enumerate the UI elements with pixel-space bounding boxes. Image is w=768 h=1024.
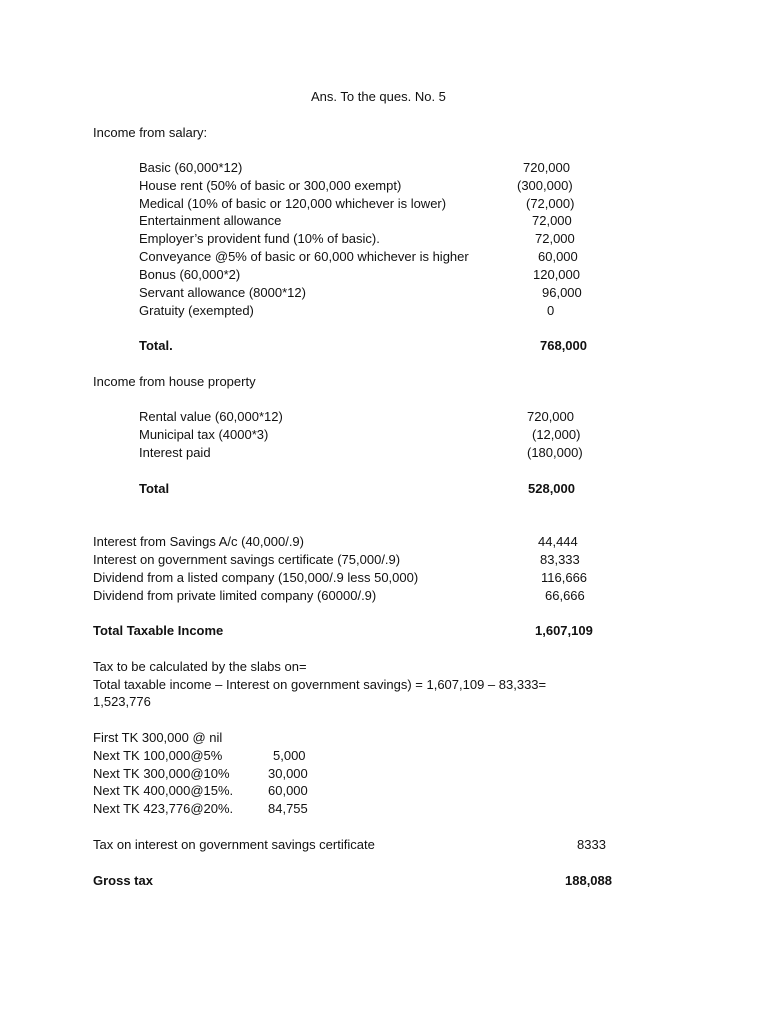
other-income-value: 116,666 — [541, 570, 588, 585]
gov-tax-value: 8333 — [577, 837, 606, 852]
salary-item-value: 72,000 — [532, 213, 572, 228]
salary-item-label: Employer’s provident fund (10% of basic). — [139, 231, 380, 246]
house-item-value: (180,000) — [527, 445, 583, 460]
house-item-label: Municipal tax (4000*3) — [139, 427, 269, 442]
other-income-label: Interest on government savings certificate (75,000/.9) — [93, 552, 401, 567]
gov-tax-label: Tax on interest on government savings certificate — [93, 837, 375, 852]
salary-item-value: 96,000 — [542, 285, 582, 300]
salary-item-value: (300,000) — [517, 178, 573, 193]
other-income-value: 83,333 — [540, 552, 580, 567]
house-total-value: 528,000 — [528, 481, 575, 496]
slab-value: 60,000 — [268, 783, 308, 798]
other-income-label: Interest from Savings A/c (40,000/.9) — [93, 534, 304, 549]
salary-item-label: Gratuity (exempted) — [139, 303, 254, 318]
gross-tax-label: Gross tax — [93, 873, 153, 888]
slab-label: Next TK 300,000@10% — [93, 766, 230, 781]
slab-note-line: Tax to be calculated by the slabs on= — [93, 659, 307, 674]
house-total-label: Total — [139, 481, 170, 496]
salary-total-value: 768,000 — [540, 338, 587, 353]
salary-item-value: 60,000 — [538, 249, 578, 264]
page-title: Ans. To the ques. No. 5 — [311, 89, 446, 104]
salary-item-value: 720,000 — [523, 160, 570, 175]
slab-label: Next TK 423,776@20%. — [93, 801, 234, 816]
gross-tax-value: 188,088 — [565, 873, 612, 888]
slab-note-line: Total taxable income – Interest on government savings) = 1,607,109 – 83,333= — [93, 677, 547, 692]
slab-note-line: 1,523,776 — [93, 694, 151, 709]
salary-total-label: Total. — [139, 338, 173, 353]
salary-item-value: 120,000 — [533, 267, 580, 282]
salary-item-label: Basic (60,000*12) — [139, 160, 243, 175]
salary-heading: Income from salary: — [93, 125, 208, 140]
house-item-value: 720,000 — [527, 409, 574, 424]
total-taxable-label: Total Taxable Income — [93, 623, 224, 638]
salary-item-label: House rent (50% of basic or 300,000 exempt) — [139, 178, 402, 193]
house-item-value: (12,000) — [532, 427, 581, 442]
salary-item-label: Entertainment allowance — [139, 213, 282, 228]
other-income-label: Dividend from a listed company (150,000/.9 less 50,000) — [93, 570, 419, 585]
house-item-label: Rental value (60,000*12) — [139, 409, 283, 424]
house-item-label: Interest paid — [139, 445, 211, 460]
salary-item-label: Servant allowance (8000*12) — [139, 285, 306, 300]
slab-label: Next TK 100,000@5% — [93, 748, 223, 763]
other-income-label: Dividend from private limited company (60000/.9) — [93, 588, 377, 603]
slab-label: Next TK 400,000@15%. — [93, 783, 234, 798]
slab-value: 84,755 — [268, 801, 308, 816]
slab-label: First TK 300,000 @ nil — [93, 730, 223, 745]
salary-item-value: 0 — [547, 303, 555, 318]
house-property-heading: Income from house property — [93, 374, 256, 389]
salary-item-label: Conveyance @5% of basic or 60,000 whichever is higher — [139, 249, 469, 264]
salary-item-label: Medical (10% of basic or 120,000 whichever is lower) — [139, 196, 447, 211]
other-income-value: 44,444 — [538, 534, 578, 549]
salary-item-label: Bonus (60,000*2) — [139, 267, 241, 282]
salary-item-value: (72,000) — [526, 196, 575, 211]
slab-value: 30,000 — [268, 766, 308, 781]
total-taxable-value: 1,607,109 — [535, 623, 593, 638]
salary-item-value: 72,000 — [535, 231, 575, 246]
slab-value: 5,000 — [273, 748, 306, 763]
other-income-value: 66,666 — [545, 588, 585, 603]
